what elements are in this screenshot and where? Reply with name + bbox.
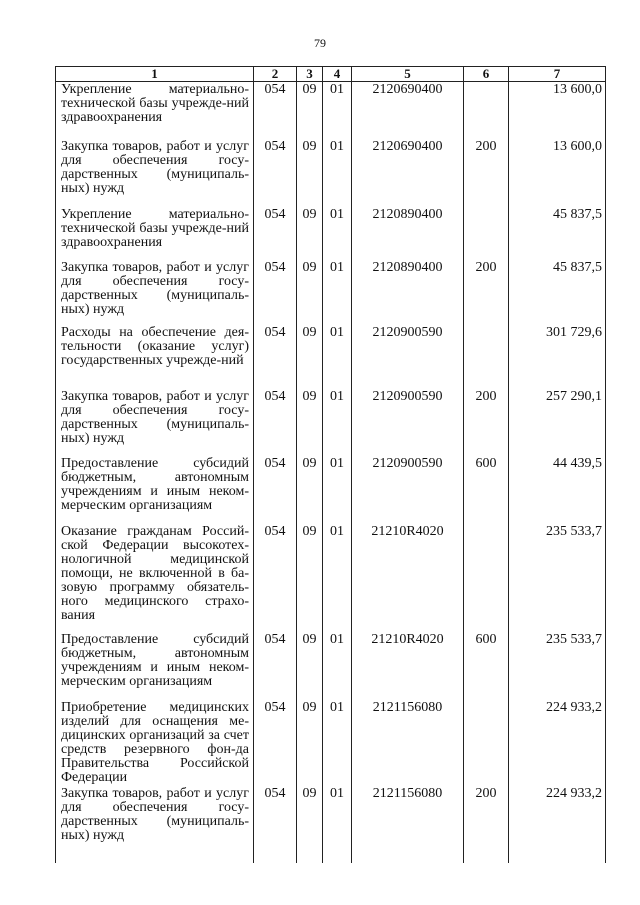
table-row: [56, 456, 606, 524]
row-name: Приобретение медицинских изделий для оснащения ме-дицинских организаций за счет средств резервного фон-да Правительства Российской Федерации: [56, 700, 254, 786]
cell-col-7-amount: 235 533,7: [509, 632, 606, 700]
cell-col-2: 054: [254, 700, 297, 786]
cell-col-7-amount: 235 533,7: [509, 524, 606, 632]
cell-col-7-amount: 301 729,6: [509, 325, 606, 389]
cell-col-2: 054: [254, 632, 297, 700]
cell-col-4: 01: [323, 389, 352, 456]
table-row: [56, 139, 606, 207]
cell-col-5: 2120890400: [352, 260, 464, 325]
row-name: Оказание гражданам Россий-ской Федерации высокотех-нологичной медицинской помощи, не включенной в ба-зовую программу обязатель-ного медицинского страхо-вания: [56, 524, 254, 632]
table-row: [56, 260, 606, 325]
row-name: Закупка товаров, работ и услуг для обеспечения госу-дарственных (муниципаль-ных) нужд: [56, 389, 254, 456]
cell-col-3: 09: [297, 389, 323, 456]
cell-col-2: 054: [254, 139, 297, 207]
cell-col-2: 054: [254, 325, 297, 389]
column-header: 3: [297, 67, 323, 82]
cell-col-6: 600: [464, 632, 509, 700]
cell-col-2: 054: [254, 82, 297, 139]
cell-col-2: 054: [254, 260, 297, 325]
cell-col-6: 200: [464, 260, 509, 325]
cell-col-6: 600: [464, 456, 509, 524]
cell-col-6: [464, 207, 509, 260]
cell-col-4: 01: [323, 82, 352, 139]
cell-col-6: [464, 700, 509, 786]
row-name: Укрепление материально-технической базы учрежде-ний здравоохранения: [56, 207, 254, 260]
cell-col-5: 2120690400: [352, 139, 464, 207]
table-row: [56, 389, 606, 456]
cell-col-3: 09: [297, 456, 323, 524]
cell-col-6: [464, 524, 509, 632]
cell-col-5: 2120900590: [352, 325, 464, 389]
cell-col-5: 21210R4020: [352, 632, 464, 700]
table-row: [56, 325, 606, 389]
cell-col-7-amount: 45 837,5: [509, 207, 606, 260]
table-row: [56, 700, 606, 786]
cell-col-4: 01: [323, 632, 352, 700]
column-header: 5: [352, 67, 464, 82]
row-name: Предоставление субсидий бюджетным, автономным учреждениям и иным неком-мерческим организациям: [56, 632, 254, 700]
cell-col-5: 2120690400: [352, 82, 464, 139]
row-name: Предоставление субсидий бюджетным, автономным учреждениям и иным неком-мерческим организациям: [56, 456, 254, 524]
cell-col-4: 01: [323, 325, 352, 389]
column-header: 4: [323, 67, 352, 82]
column-header: 7: [509, 67, 606, 82]
cell-col-3: 09: [297, 700, 323, 786]
cell-col-6: [464, 82, 509, 139]
budget-table: [55, 66, 606, 863]
column-header: 1: [56, 67, 254, 82]
row-name: Закупка товаров, работ и услуг для обеспечения госу-дарственных (муниципаль-ных) нужд: [56, 786, 254, 863]
cell-col-3: 09: [297, 524, 323, 632]
cell-col-4: 01: [323, 786, 352, 863]
row-name: Закупка товаров, работ и услуг для обеспечения госу-дарственных (муниципаль-ных) нужд: [56, 139, 254, 207]
cell-col-3: 09: [297, 82, 323, 139]
cell-col-5: 2120890400: [352, 207, 464, 260]
cell-col-2: 054: [254, 207, 297, 260]
cell-col-7-amount: 257 290,1: [509, 389, 606, 456]
cell-col-3: 09: [297, 786, 323, 863]
header-row: [56, 67, 606, 82]
table-row: [56, 82, 606, 139]
cell-col-3: 09: [297, 139, 323, 207]
row-name: Закупка товаров, работ и услуг для обеспечения госу-дарственных (муниципаль-ных) нужд: [56, 260, 254, 325]
cell-col-2: 054: [254, 524, 297, 632]
cell-col-3: 09: [297, 325, 323, 389]
row-name: Укрепление материально-технической базы учрежде-ний здравоохранения: [56, 82, 254, 139]
column-header: 2: [254, 67, 297, 82]
cell-col-4: 01: [323, 456, 352, 524]
cell-col-7-amount: 224 933,2: [509, 786, 606, 863]
column-header: 6: [464, 67, 509, 82]
page-number: 79: [314, 36, 326, 50]
cell-col-2: 054: [254, 389, 297, 456]
cell-col-7-amount: 224 933,2: [509, 700, 606, 786]
table-row: [56, 207, 606, 260]
cell-col-7-amount: 44 439,5: [509, 456, 606, 524]
cell-col-5: 2121156080: [352, 700, 464, 786]
table-row: [56, 632, 606, 700]
cell-col-4: 01: [323, 700, 352, 786]
row-name: Расходы на обеспечение дея-тельности (оказание услуг) государственных учрежде-ний: [56, 325, 254, 389]
cell-col-6: [464, 325, 509, 389]
cell-col-2: 054: [254, 786, 297, 863]
table-row: [56, 786, 606, 863]
cell-col-4: 01: [323, 207, 352, 260]
cell-col-2: 054: [254, 456, 297, 524]
cell-col-5: 2121156080: [352, 786, 464, 863]
cell-col-6: 200: [464, 139, 509, 207]
cell-col-4: 01: [323, 524, 352, 632]
cell-col-3: 09: [297, 260, 323, 325]
cell-col-4: 01: [323, 139, 352, 207]
cell-col-7-amount: 13 600,0: [509, 82, 606, 139]
cell-col-7-amount: 45 837,5: [509, 260, 606, 325]
cell-col-5: 2120900590: [352, 389, 464, 456]
cell-col-5: 2120900590: [352, 456, 464, 524]
cell-col-6: 200: [464, 786, 509, 863]
cell-col-3: 09: [297, 632, 323, 700]
cell-col-3: 09: [297, 207, 323, 260]
cell-col-4: 01: [323, 260, 352, 325]
cell-col-5: 21210R4020: [352, 524, 464, 632]
cell-col-6: 200: [464, 389, 509, 456]
table-row: [56, 524, 606, 632]
cell-col-7-amount: 13 600,0: [509, 139, 606, 207]
